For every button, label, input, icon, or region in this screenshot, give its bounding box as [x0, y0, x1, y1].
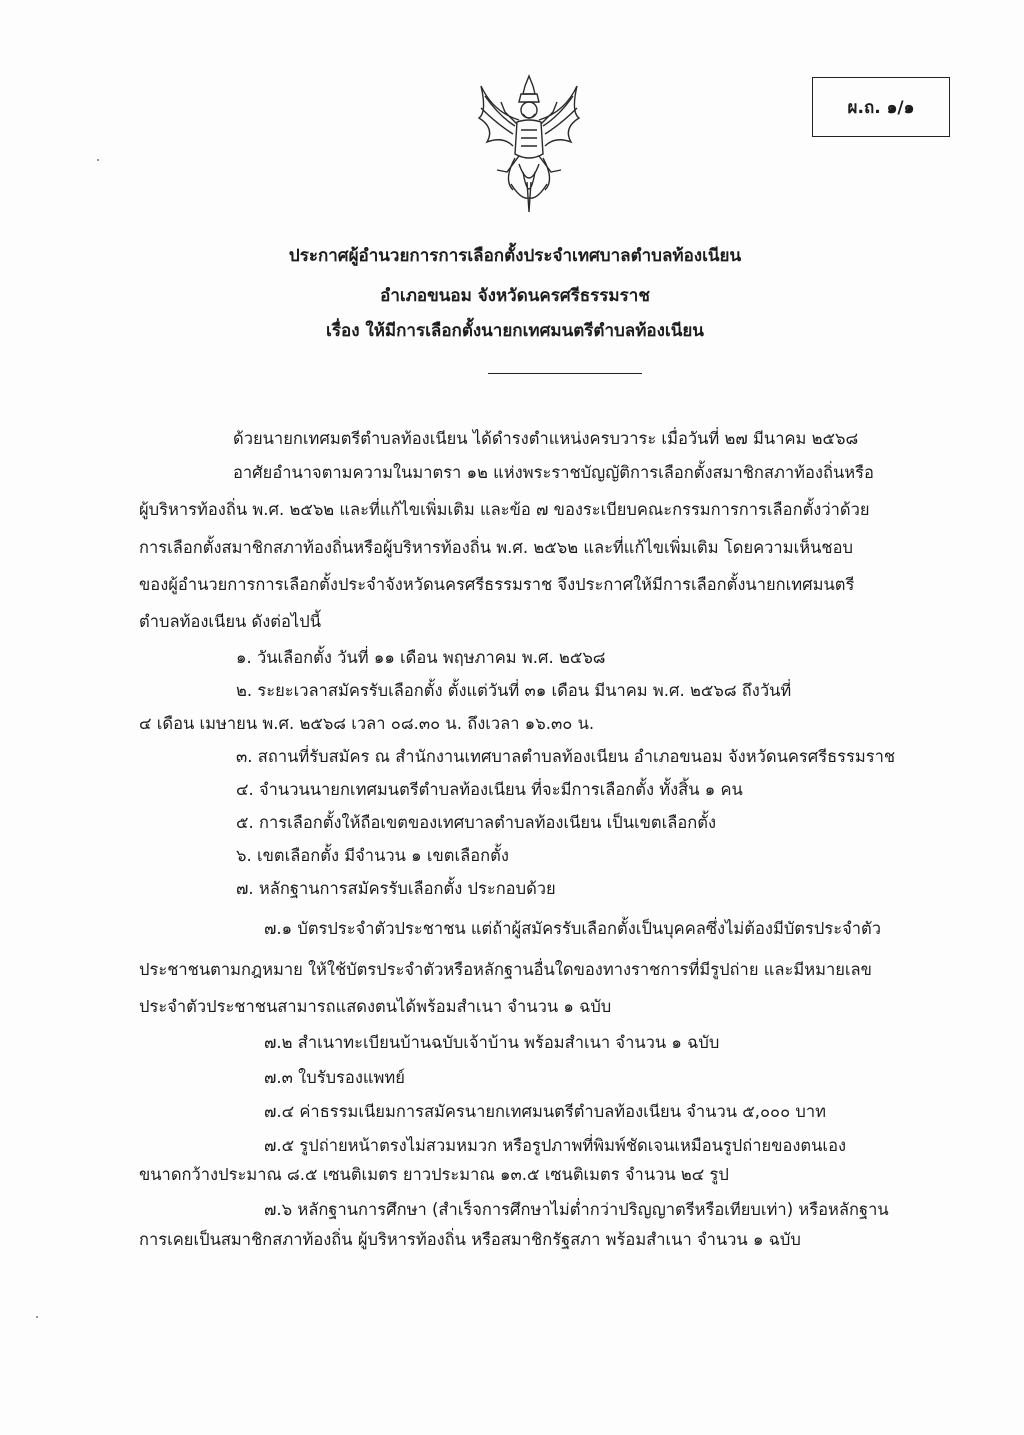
scan-speck — [97, 159, 99, 161]
sub-item-7-6-line-2: การเคยเป็นสมาชิกสภาท้องถิ่น ผู้บริหารท้องถิ่น หรือสมาชิกรัฐสภา พร้อมสำเนา จำนวน ๑ ฉบับ — [139, 1230, 801, 1249]
sub-item-7-3: ๗.๓ ใบรับรองแพทย์ — [264, 1068, 405, 1087]
item-6: ๖. เขตเลือกตั้ง มีจำนวน ๑ เขตเลือกตั้ง — [236, 846, 509, 865]
sub-item-7-1-line-2: ประชาชนตามกฎหมาย ให้ใช้บัตรประจำตัวหรือหลักฐานอื่นใดของทางราชการที่มีรูปถ่าย และมีหมายเลข — [139, 960, 872, 979]
item-2-line-2: ๔ เดือน เมษายน พ.ศ. ๒๕๖๘ เวลา ๐๘.๓๐ น. ถึงเวลา ๑๖.๓๐ น. — [139, 714, 595, 733]
form-code-box — [812, 77, 950, 137]
scan-speck — [36, 1316, 38, 1318]
title-line-1: ประกาศผู้อำนวยการการเลือกตั้งประจำเทศบาลตำบลท้องเนียน — [288, 246, 742, 266]
item-4: ๔. จำนวนนายกเทศมนตรีตำบลท้องเนียน ที่จะมีการเลือกตั้ง ทั้งสิ้น ๑ คน — [236, 780, 743, 799]
paragraph-2-line-2: ผู้บริหารท้องถิ่น พ.ศ. ๒๕๖๒ และที่แก้ไขเพิ่มเติม และข้อ ๗ ของระเบียบคณะกรรมการการเลือกตั้งว่าด้วย — [139, 500, 870, 519]
sub-item-7-6-line-1: ๗.๖ หลักฐานการศึกษา (สำเร็จการศึกษาไม่ต่ำกว่าปริญญาตรีหรือเทียบเท่า) หรือหลักฐาน — [264, 1200, 889, 1219]
paragraph-2-line-5: ตำบลท้องเนียน ดังต่อไปนี้ — [139, 612, 321, 631]
form-code: ผ.ถ. ๑/๑ — [847, 97, 915, 118]
title-line-3: เรื่อง ให้มีการเลือกตั้งนายกเทศมนตรีตำบลท้องเนียน — [326, 321, 704, 341]
sub-item-7-1-line-3: ประจำตัวประชาชนสามารถแสดงตนได้พร้อมสำเนา จำนวน ๑ ฉบับ — [139, 997, 612, 1016]
paragraph-2-line-4: ของผู้อำนวยการการเลือกตั้งประจำจังหวัดนครศรีธรรมราช จึงประกาศให้มีการเลือกตั้งนายกเทศมนตรี — [139, 575, 855, 594]
title-line-2: อำเภอขนอม จังหวัดนครศรีธรรมราช — [380, 286, 650, 306]
item-3: ๓. สถานที่รับสมัคร ณ สำนักงานเทศบาลตำบลท้องเนียน อำเภอขนอม จังหวัดนครศรีธรรมราช — [236, 747, 896, 766]
item-2-line-1: ๒. ระยะเวลาสมัครรับเลือกตั้ง ตั้งแต่วันที่ ๓๑ เดือน มีนาคม พ.ศ. ๒๕๖๘ ถึงวันที่ — [236, 681, 792, 700]
garuda-emblem — [473, 72, 585, 214]
sub-item-7-2: ๗.๒ สำเนาทะเบียนบ้านฉบับเจ้าบ้าน พร้อมสำเนา จำนวน ๑ ฉบับ — [264, 1033, 720, 1052]
sub-item-7-5-line-1: ๗.๕ รูปถ่ายหน้าตรงไม่สวมหมวก หรือรูปภาพที่พิมพ์ชัดเจนเหมือนรูปถ่ายของตนเอง — [264, 1136, 847, 1155]
sub-item-7-5-line-2: ขนาดกว้างประมาณ ๘.๕ เซนติเมตร ยาวประมาณ ๑๓.๕ เซนติเมตร จำนวน ๒๔ รูป — [139, 1165, 729, 1184]
paragraph-2-line-3: การเลือกตั้งสมาชิกสภาท้องถิ่นหรือผู้บริหารท้องถิ่น พ.ศ. ๒๕๖๒ และที่แก้ไขเพิ่มเติม โดยความเห็นชอบ — [139, 538, 853, 557]
sub-item-7-4: ๗.๔ ค่าธรรมเนียมการสมัครนายกเทศมนตรีตำบลท้องเนียน จำนวน ๕,๐๐๐ บาท — [264, 1102, 827, 1121]
item-7: ๗. หลักฐานการสมัครรับเลือกตั้ง ประกอบด้วย — [236, 879, 556, 898]
sub-item-7-1-line-1: ๗.๑ บัตรประจำตัวประชาชน แต่ถ้าผู้สมัครรับเลือกตั้งเป็นบุคคลซึ่งไม่ต้องมีบัตรประจำตัว — [264, 919, 882, 938]
paragraph-2-line-1: อาศัยอำนาจตามความในมาตรา ๑๒ แห่งพระราชบัญญัติการเลือกตั้งสมาชิกสภาท้องถิ่นหรือ — [233, 463, 874, 482]
paragraph-1: ด้วยนายกเทศมตรีตำบลท้องเนียน ได้ดำรงตำแหน่งครบวาระ เมื่อวันที่ ๒๗ มีนาคม ๒๕๖๘ — [233, 429, 859, 448]
title-divider — [488, 373, 642, 374]
item-1: ๑. วันเลือกตั้ง วันที่ ๑๑ เดือน พฤษภาคม พ.ศ. ๒๕๖๘ — [236, 648, 606, 667]
item-5: ๕. การเลือกตั้งให้ถือเขตของเทศบาลตำบลท้องเนียน เป็นเขตเลือกตั้ง — [236, 813, 717, 832]
